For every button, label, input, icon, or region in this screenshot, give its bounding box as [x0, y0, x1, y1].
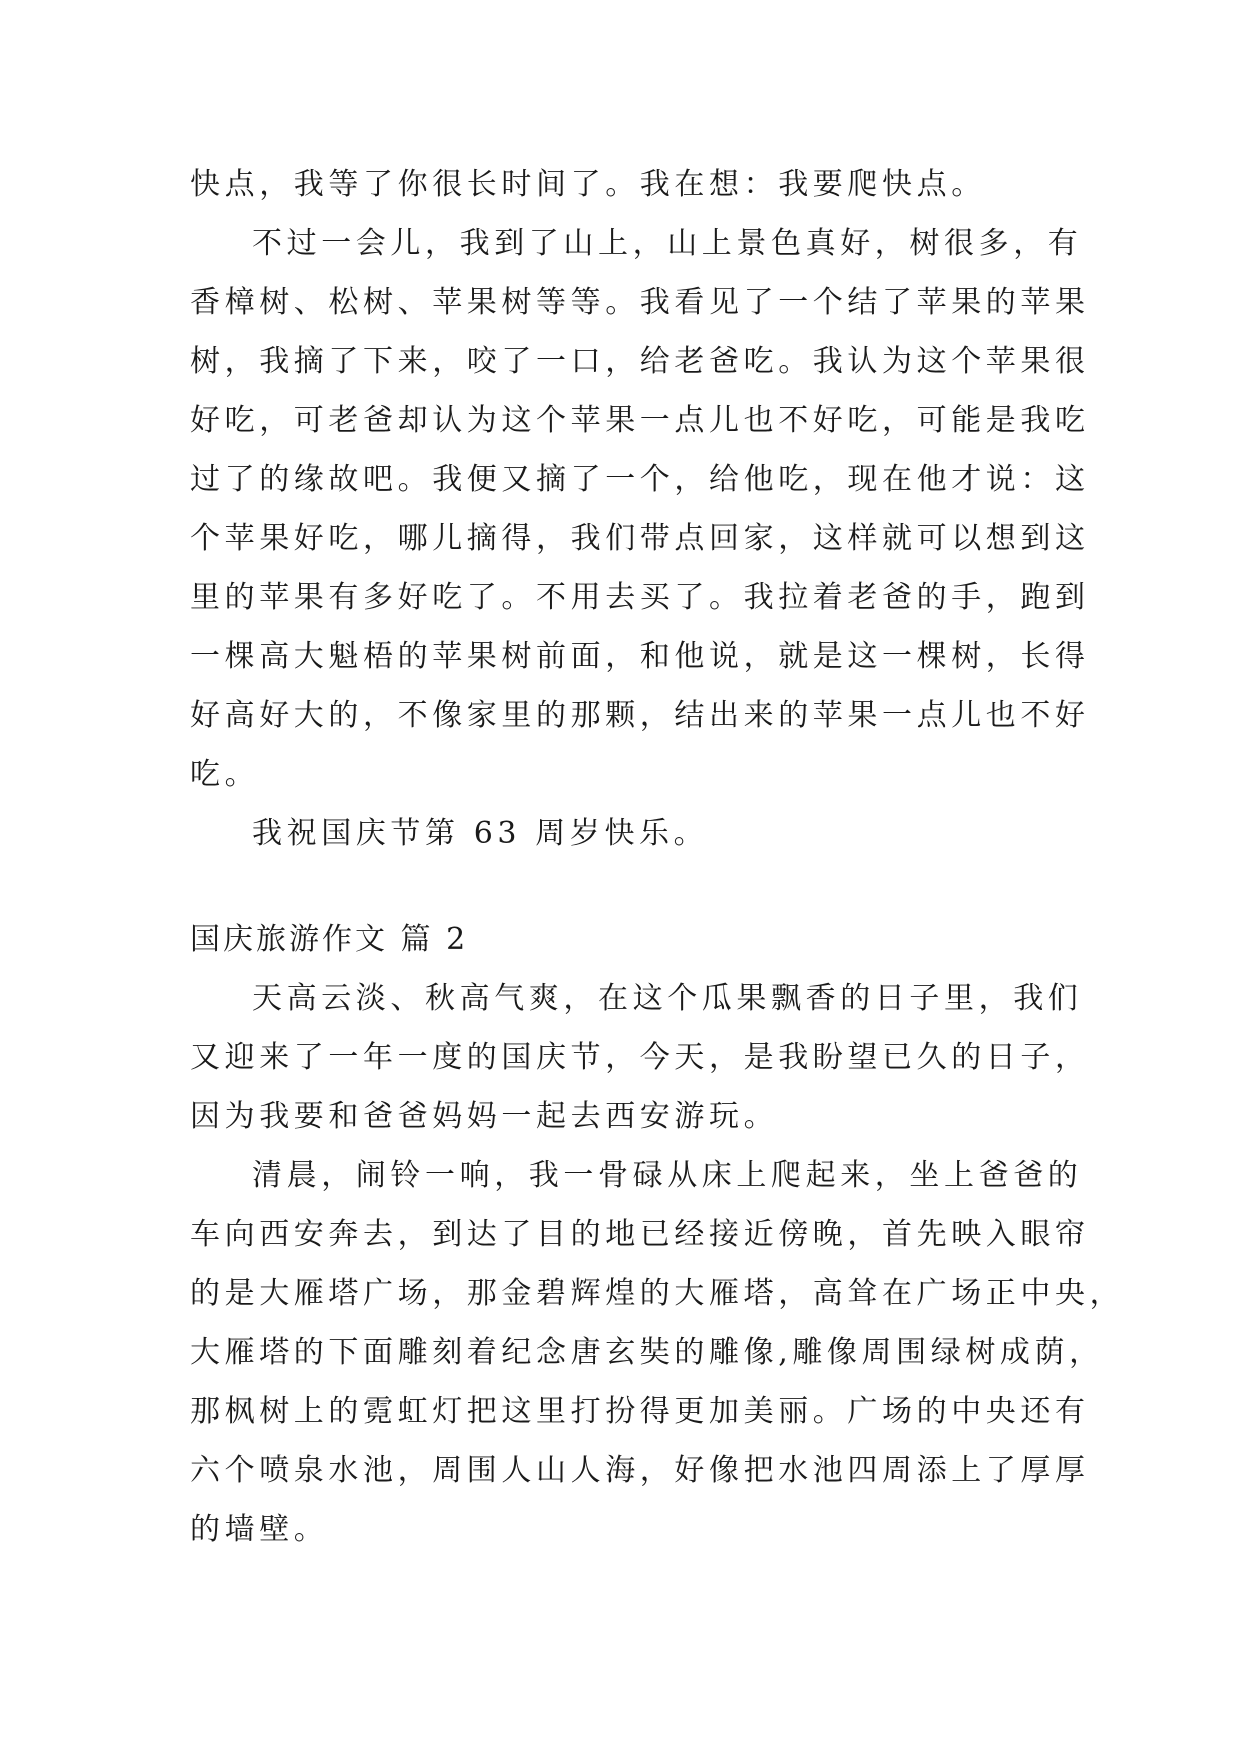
text-line: 大雁塔的下面雕刻着纪念唐玄奘的雕像,雕像周围绿树成荫，: [190, 1335, 1104, 1370]
text-line: 的是大雁塔广场，那金碧辉煌的大雁塔，高耸在广场正中央，: [190, 1276, 1125, 1311]
text-line: 六个喷泉水池，周围人山人海，好像把水池四周添上了厚厚: [190, 1453, 1090, 1488]
text-line: 一棵高大魁梧的苹果树前面，和他说，就是这一棵树，长得: [190, 639, 1090, 674]
text-line: 香樟树、松树、苹果树等等。我看见了一个结了苹果的苹果: [190, 285, 1090, 320]
text-line: 的墙壁。: [190, 1512, 329, 1547]
text-line: 天高云淡、秋高气爽，在这个瓜果飘香的日子里，我们: [252, 981, 1083, 1016]
text-line: 吃。: [190, 757, 260, 792]
text-line: 个苹果好吃，哪儿摘得，我们带点回家，这样就可以想到这: [190, 521, 1090, 556]
text-line: 清晨，闹铃一响，我一骨碌从床上爬起来，坐上爸爸的: [252, 1158, 1083, 1193]
text-line: 又迎来了一年一度的国庆节，今天，是我盼望已久的日子，: [190, 1040, 1090, 1075]
text-line: 我祝国庆节第 63 周岁快乐。: [252, 816, 709, 851]
text-line: 那枫树上的霓虹灯把这里打扮得更加美丽。广场的中央还有: [190, 1394, 1090, 1429]
text-line: 快点，我等了你很长时间了。我在想：我要爬快点。: [190, 167, 986, 202]
text-line: 里的苹果有多好吃了。不用去买了。我拉着老爸的手，跑到: [190, 580, 1090, 615]
text-line: 因为我要和爸爸妈妈一起去西安游玩。: [190, 1099, 779, 1134]
text-line: 好吃，可老爸却认为这个苹果一点儿也不好吃，可能是我吃: [190, 403, 1090, 438]
text-line: 车向西安奔去，到达了目的地已经接近傍晚，首先映入眼帘: [190, 1217, 1090, 1252]
section-heading: 国庆旅游作文 篇 2: [190, 922, 469, 957]
text-line: 好高好大的，不像家里的那颗，结出来的苹果一点儿也不好: [190, 698, 1090, 733]
text-line: 树，我摘了下来，咬了一口，给老爸吃。我认为这个苹果很: [190, 344, 1090, 379]
text-line: 过了的缘故吧。我便又摘了一个，给他吃，现在他才说：这: [190, 462, 1090, 497]
text-line: 不过一会儿，我到了山上，山上景色真好，树很多，有: [252, 226, 1083, 261]
